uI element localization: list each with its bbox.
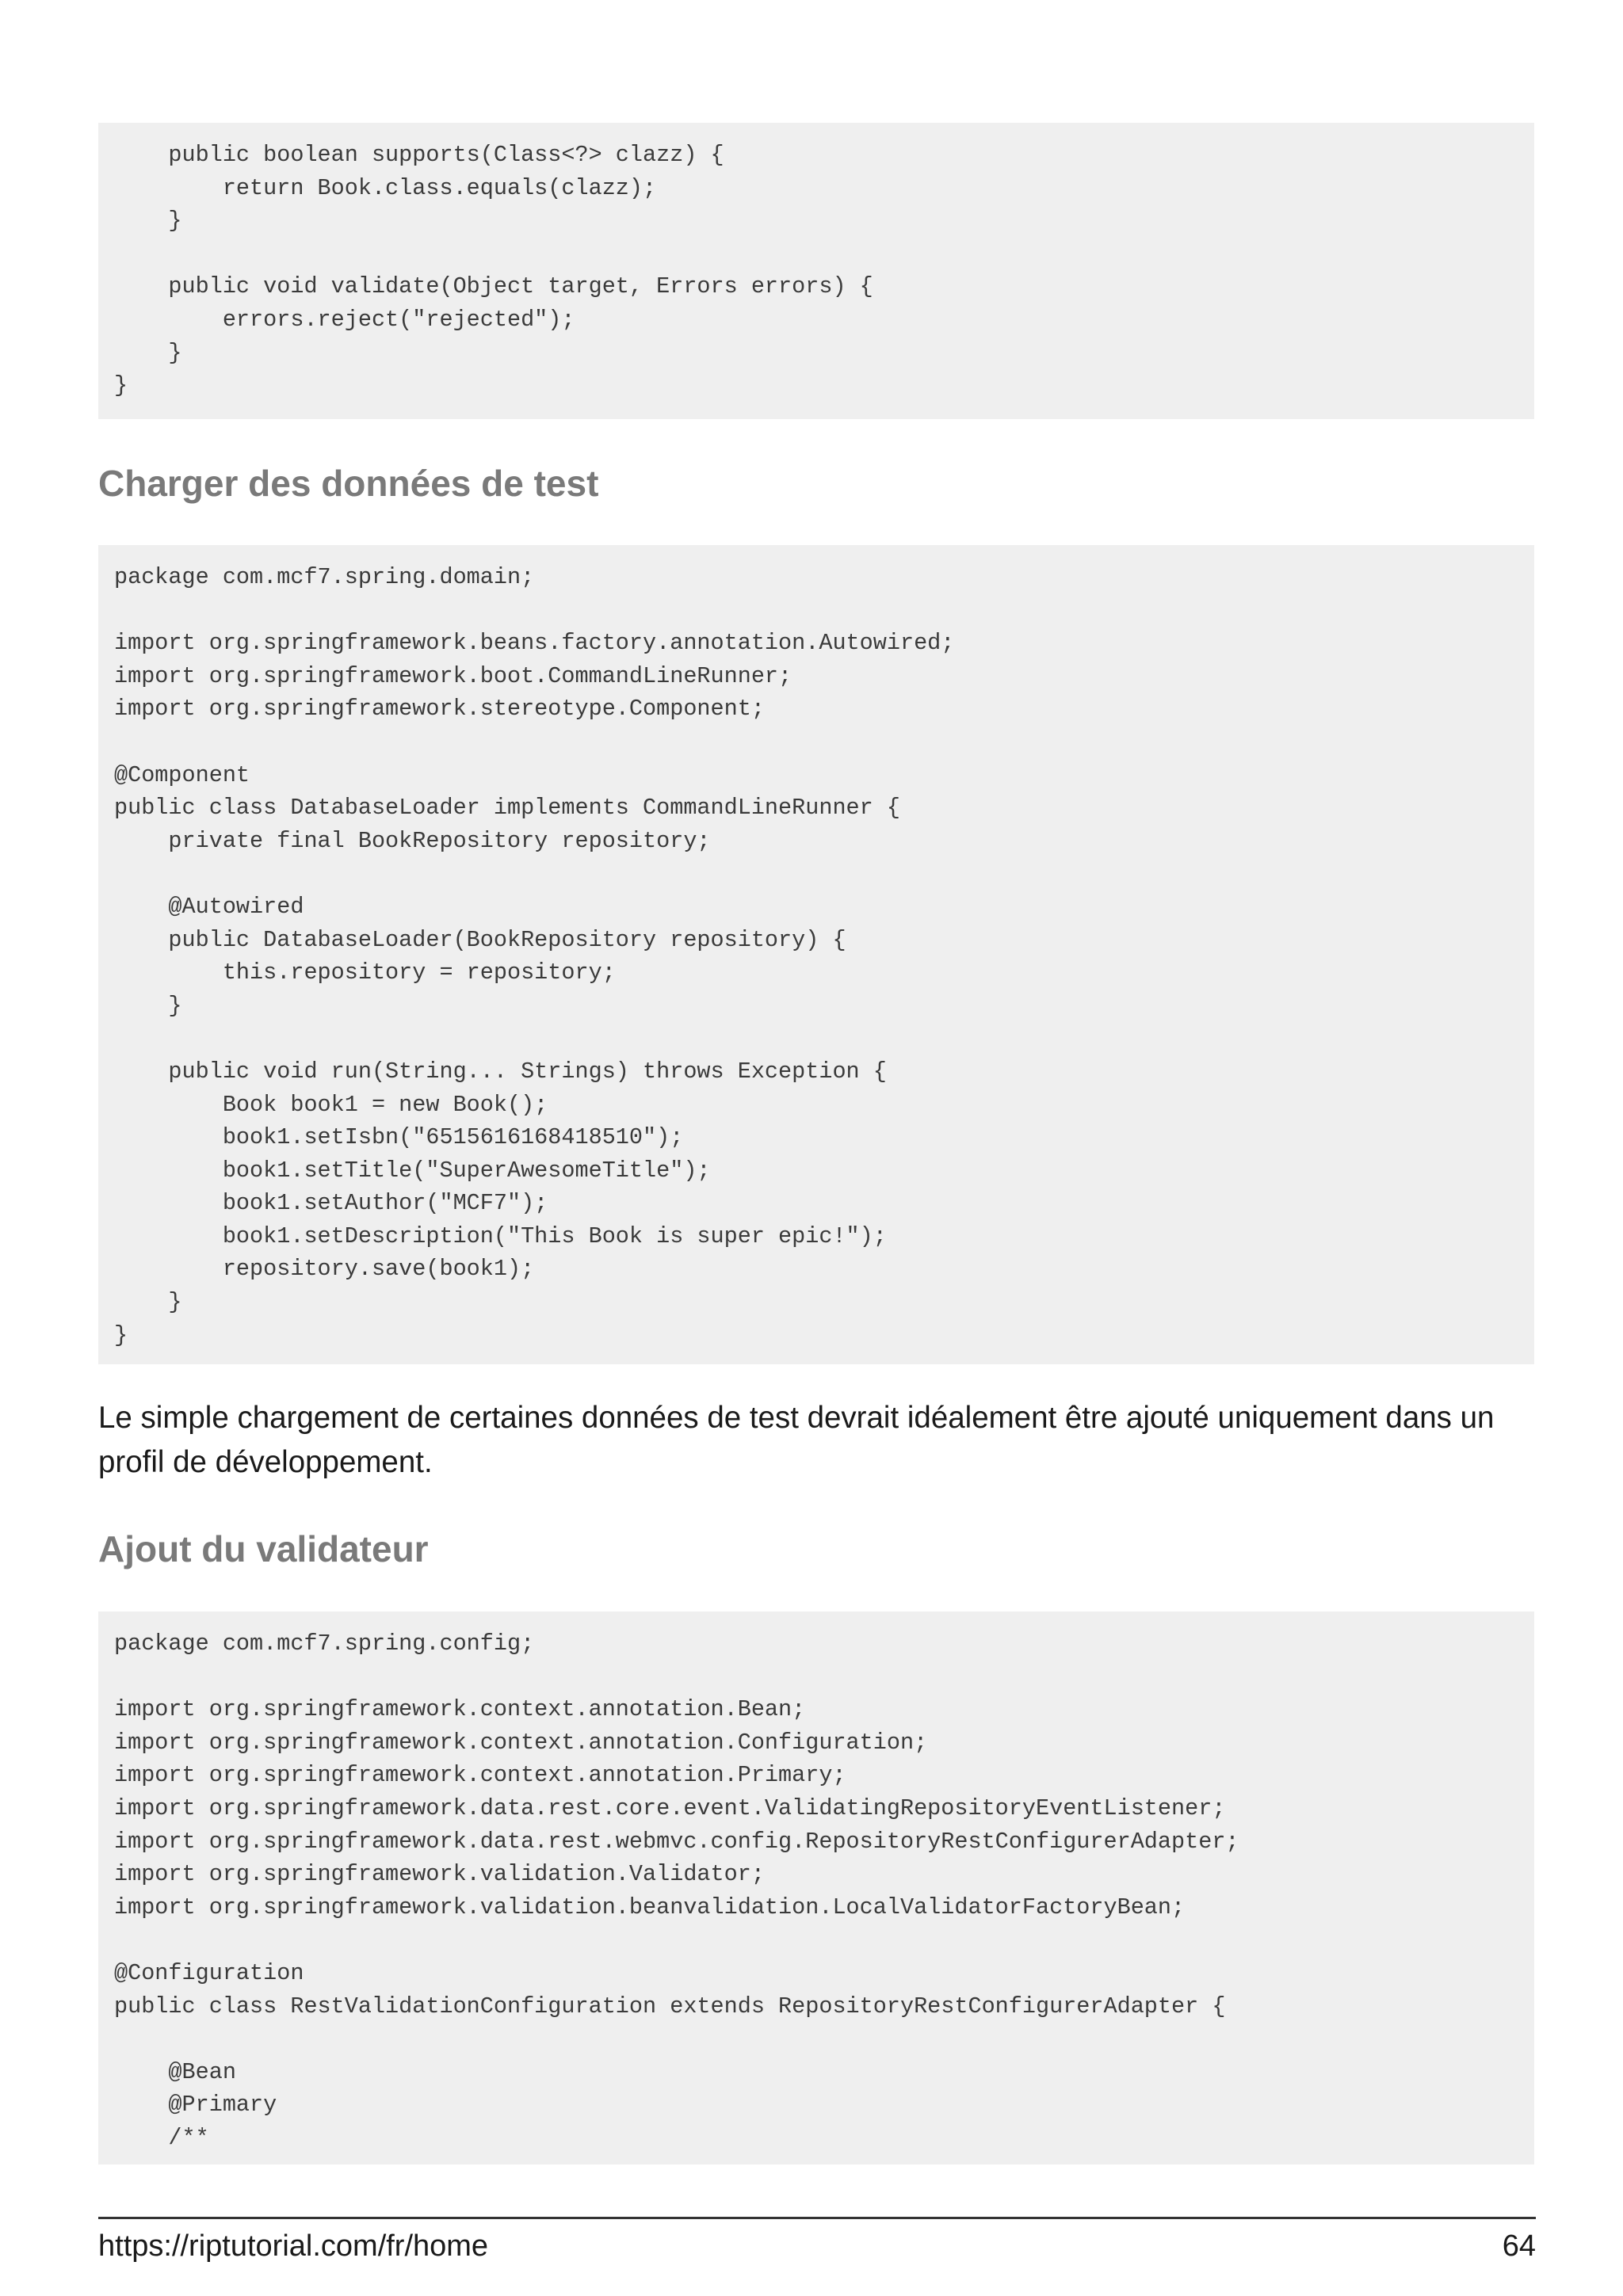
code-line: public class RestValidationConfiguration extends RepositoryRestConfigurerAdapter { (114, 1993, 1226, 2019)
code-line (114, 238, 1518, 271)
code-line (114, 726, 1518, 759)
code-line: } (114, 372, 128, 399)
section-heading-validator: Ajout du validateur (98, 1528, 429, 1569)
code-line: return Book.class.equals(clazz); (114, 174, 657, 201)
page-number: 64 (1502, 2229, 1536, 2263)
code-line: this.repository = repository; (114, 959, 616, 986)
code-line: package com.mcf7.spring.domain; (114, 564, 535, 590)
code-line: } (114, 992, 182, 1019)
code-line: book1.setAuthor("MCF7"); (114, 1190, 548, 1217)
code-line: errors.reject("rejected"); (114, 306, 575, 333)
code-block-database-loader (98, 545, 1534, 1364)
code-line: book1.setTitle("SuperAwesomeTitle"); (114, 1157, 711, 1184)
code-line: public class DatabaseLoader implements CommandLineRunner { (114, 795, 900, 822)
code-line: import org.springframework.stereotype.Component; (114, 696, 765, 723)
code-line: import org.springframework.boot.CommandLineRunner; (114, 662, 792, 689)
paragraph-dev-profile-note: Le simple chargement de certaines données de test devrait idéalement être ajouté uniquement dans un profil de développement. (98, 1401, 1495, 1479)
code-line: book1.setIsbn("6515616168418510"); (114, 1124, 684, 1151)
code-line (114, 594, 1518, 627)
code-line: @Autowired (114, 893, 304, 920)
section-heading-test-data: Charger des données de test (98, 463, 599, 504)
code-line (114, 1924, 1518, 1957)
footer-link[interactable]: https://riptutorial.com/fr/home (98, 2229, 489, 2263)
code-line: public DatabaseLoader(BookRepository repository) { (114, 926, 846, 953)
code-line (114, 857, 1518, 891)
code-line: @Primary (114, 2092, 277, 2119)
code-line: private final BookRepository repository; (114, 827, 711, 854)
code-line: import org.springframework.data.rest.webmvc.config.RepositoryRestConfigurerAdapter; (114, 1828, 1239, 1855)
code-line (114, 1022, 1518, 1055)
code-line: } (114, 1289, 182, 1316)
code-line: @Bean (114, 2058, 236, 2085)
code-line: import org.springframework.validation.beanvalidation.LocalValidatorFactoryBean; (114, 1894, 1186, 1920)
code-line: package com.mcf7.spring.config; (114, 1630, 535, 1657)
code-block-rest-validation-config (98, 1611, 1534, 2164)
code-line: } (114, 339, 182, 366)
code-line: import org.springframework.context.annotation.Configuration; (114, 1729, 928, 1756)
code-line: book1.setDescription("This Book is super epic!"); (114, 1222, 887, 1249)
code-line: repository.save(book1); (114, 1256, 535, 1283)
code-line: /** (114, 2124, 209, 2151)
code-line: import org.springframework.context.annotation.Bean; (114, 1696, 806, 1723)
code-line (114, 1661, 1518, 1694)
code-line: Book book1 = new Book(); (114, 1091, 548, 1118)
footer-divider (98, 2217, 1536, 2219)
code-line: import org.springframework.data.rest.core.event.ValidatingRepositoryEventListener; (114, 1794, 1226, 1821)
code-line: @Component (114, 761, 250, 788)
code-line: public boolean supports(Class<?> clazz) { (114, 142, 724, 168)
code-line: public void validate(Object target, Errors errors) { (114, 273, 873, 300)
code-line: import org.springframework.context.annotation.Primary; (114, 1762, 846, 1789)
code-line: } (114, 208, 182, 235)
code-line: import org.springframework.beans.factory.annotation.Autowired; (114, 630, 955, 657)
code-block-validator-methods (98, 123, 1534, 419)
code-line (114, 2023, 1518, 2056)
code-line: public void run(String... Strings) throws Exception { (114, 1058, 887, 1085)
code-line: import org.springframework.validation.Validator; (114, 1861, 765, 1888)
code-line: @Configuration (114, 1959, 304, 1986)
code-line: } (114, 1322, 128, 1348)
